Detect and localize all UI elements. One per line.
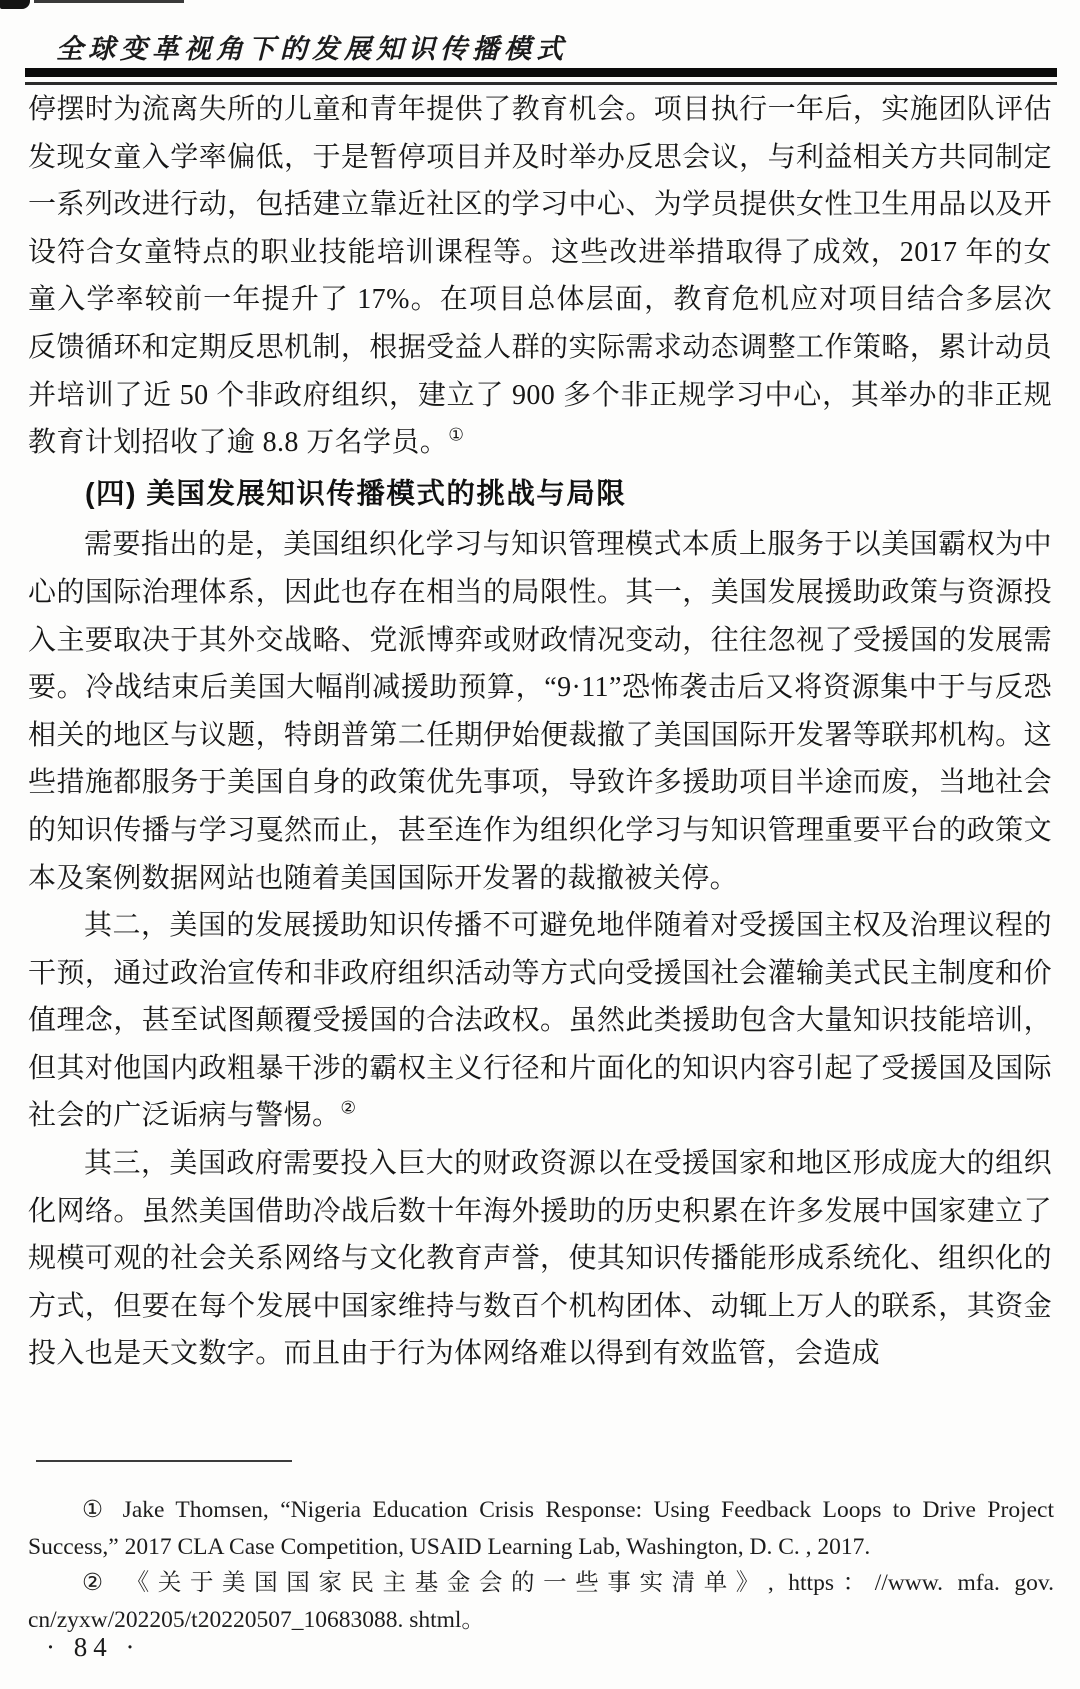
paragraph-text: 其三，美国政府需要投入巨大的财政资源以在受援国家和地区形成庞大的组织化网络。虽然美国借助冷战后数十年海外援助的历史积累在许多发展中国家建立了规模可观的社会关系网络与文化教育声誉，使其知识传播能形成系统化、组织化的方式，但要在每个发展中国家维持与数百个机构团体、动辄上万人的联系，其资金投入也是天文数字。而且由于行为体网络难以得到有效监管，会造成 xyxy=(28,1148,1052,1370)
paragraph xyxy=(28,902,1052,1140)
footnote-marker: ① xyxy=(82,1497,109,1523)
page-number: · 84 · xyxy=(46,1632,141,1662)
footnote-reference-1: ① xyxy=(448,425,465,445)
scan-artifact xyxy=(34,0,184,3)
footnotes-block xyxy=(28,1452,1054,1638)
footnote-divider xyxy=(36,1460,292,1462)
section-heading: (四) 美国发展知识传播模式的挑战与局限 xyxy=(85,477,627,510)
footnote-2 xyxy=(28,1565,1054,1638)
scan-artifact xyxy=(0,0,30,9)
footnote-text: 《关于美国国家民主基金会的一些事实清单》, https：//www. mfa. gov. cn/zyxw/202205/t20220507_10683088. shtml。 xyxy=(28,1570,1054,1633)
footnote-1 xyxy=(28,1492,1054,1565)
footnote-reference-2: ② xyxy=(340,1099,357,1119)
footnote-text: Jake Thomsen, “Nigeria Education Crisis Response: Using Feedback Loops to Drive Project Success,” 2017 CLA Case Competition, USAID Learning Lab, Washington, D. C. , 2017. xyxy=(28,1497,1054,1560)
running-header-title: 全球变革视角下的发展知识传播模式 xyxy=(56,34,568,64)
paragraph xyxy=(28,1140,1052,1378)
header-rule-thick xyxy=(25,68,1057,77)
body-text-block xyxy=(28,86,1052,1378)
paragraph-text: 其二，美国的发展援助知识传播不可避免地伴随着对受援国主权及治理议程的干预，通过政治宣传和非政府组织活动等方式向受援国社会灌输美式民主制度和价值理念，甚至试图颠覆受援国的合法政权。虽然此类援助包含大量知识技能培训，但其对他国内政粗暴干涉的霸权主义行径和片面化的知识内容引起了受援国及国际社会的广泛诟病与警惕。 xyxy=(28,910,1052,1132)
header-rule-thin xyxy=(25,82,1057,85)
paragraph-text: 停摆时为流离失所的儿童和青年提供了教育机会。项目执行一年后，实施团队评估发现女童入学率偏低，于是暂停项目并及时举办反思会议，与利益相关方共同制定一系列改进行动，包括建立靠近社区的学习中心、为学员提供女性卫生用品以及开设符合女童特点的职业技能培训课程等。这些改进举措取得了成效，2017 年的女童入学率较前一年提升了 17%。在项目总体层面，教育危机应对项目结合多层次反馈循环和定期反思机制，根据受益人群的实际需求动态调整工作策略，累计动员并培训了近 50 个非政府组织，建立了 900 多个非正规学习中心，其举办的非正规教育计划招收了逾 8.8 万名学员。 xyxy=(28,94,1052,459)
paragraph xyxy=(28,521,1052,902)
paragraph xyxy=(28,86,1052,467)
paragraph-text: 需要指出的是，美国组织化学习与知识管理模式本质上服务于以美国霸权为中心的国际治理体系，因此也存在相当的局限性。其一，美国发展援助政策与资源投入主要取决于其外交战略、党派博弈或财政情况变动，往往忽视了受援国的发展需要。冷战结束后美国大幅削减援助预算，“9·11”恐怖袭击后又将资源集中于与反恐相关的地区与议题，特朗普第二任期伊始便裁撤了美国国际开发署等联邦机构。这些措施都服务于美国自身的政策优先事项，导致许多援助项目半途而废，当地社会的知识传播与学习戛然而止，甚至连作为组织化学习与知识管理重要平台的政策文本及案例数据网站也随着美国国际开发署的裁撤被关停。 xyxy=(28,529,1052,894)
footnote-marker: ② xyxy=(82,1570,112,1596)
